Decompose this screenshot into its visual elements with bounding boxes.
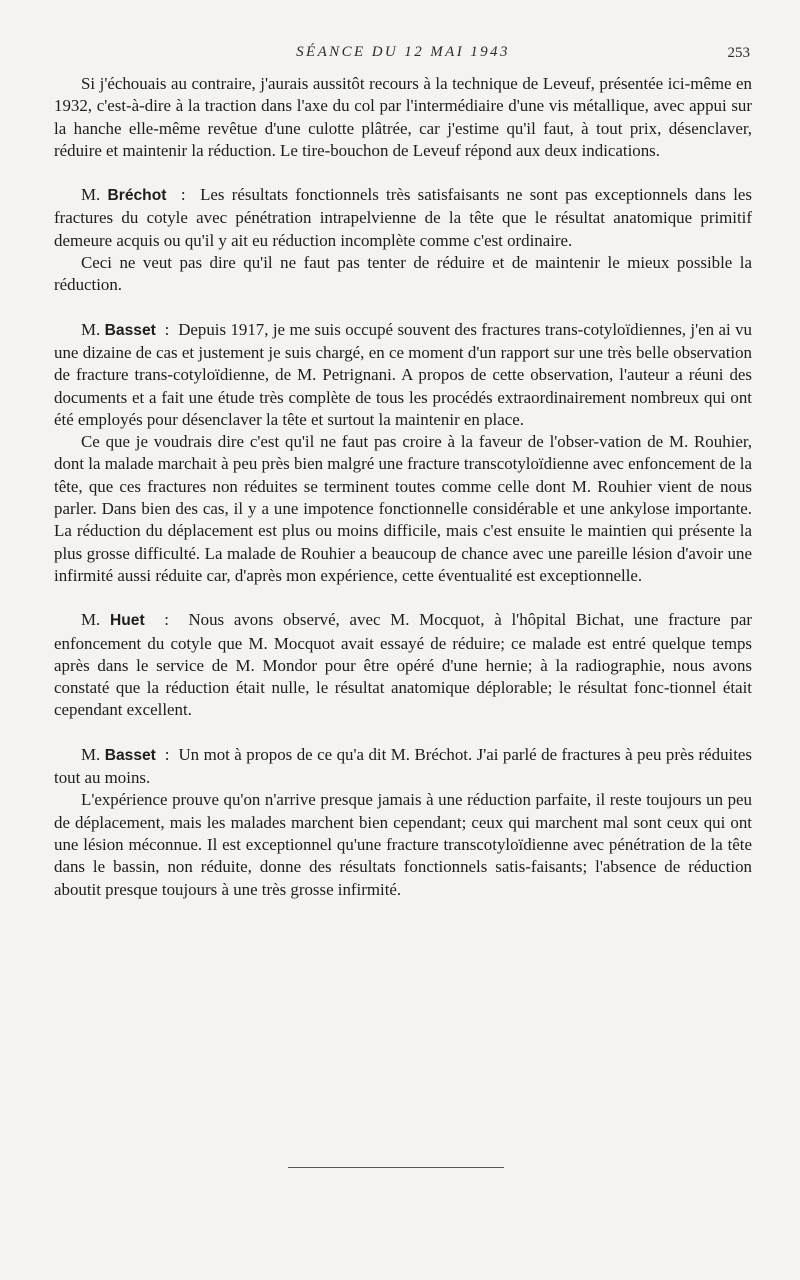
speaker-title: M. (81, 610, 101, 630)
speaker-name: Bréchot (107, 187, 167, 205)
speech-text: Un mot à propos de ce qu'a dit M. Bréchot. J'ai parlé de fractures à peu près réduites tout au moins. (54, 744, 752, 788)
document-page (54, 38, 752, 1238)
paragraph-text: Si j'échouais au contraire, j'aurais aussitôt recours à la technique de Leveuf, présentée ici-même en 1932, c'est-à-dire à la traction dans l'axe du col par l'intermédiaire d'une vis métallique, avec appui sur la hanche elle-même revêtue d'une culotte plâtrée, car j'estime qu'il faut, à tout prix, désenclaver, réduire et maintenir la réduction. Le tire-bouchon de Leveuf répond aux deux indications. (54, 74, 752, 160)
paragraph-text: L'expérience prouve qu'on n'arrive presque jamais à une réduction parfaite, il reste toujours un peu de déplacement, mais les malades marchent bien cependant; ceux qui marchent mal sont ceux qui ont une lésion méconnue. Il est exceptionnel qu'une fracture transcotyloïdienne avec pénétration de la tête dans le bassin, non réduite, donne des résultats fonctionnels satis-faisants; l'absence de réduction aboutit presque toujours à une très grosse infirmité. (54, 790, 752, 899)
page-number: 253 (727, 45, 750, 61)
paragraph-text: Ce que je voudrais dire c'est qu'il ne faut pas croire à la faveur de l'obser-vation de M. Rouhier, dont la malade marchait à peu près bien malgré une fracture transcotyloïdienne avec enfoncement de la tête, que ces fractures non réduites se terminent toutes comme celle dont M. Rouhier vient de nous parler. Dans bien des cas, il y a une impotence fonctionnelle considérable et une ankylose importante. La réduction du déplacement est plus ou moins difficile, mais c'est ensuite le maintien qui présente la plus grosse difficulté. La malade de Rouhier a beaucoup de chance avec une pareille lésion d'avoir une infirmité aussi réduite car, d'après mon expérience, cette éventualité est exceptionnelle. (54, 432, 752, 585)
speech-paragraph (54, 609, 752, 721)
speaker-title: M. (81, 185, 101, 205)
paragraph (54, 252, 752, 297)
end-rule (288, 1167, 504, 1168)
paragraph (54, 789, 752, 900)
speaker-name: Huet (110, 612, 145, 630)
speech-paragraph (54, 744, 752, 790)
paragraph (54, 431, 752, 587)
speaker-separator: : (160, 319, 174, 339)
paragraph-text: Ceci ne veut pas dire qu'il ne faut pas tenter de réduire et de maintenir le mieux possible la réduction. (54, 253, 752, 295)
speech-paragraph (54, 184, 752, 252)
page-header (54, 38, 752, 70)
speaker-title: M. (81, 319, 101, 339)
speech-paragraph (54, 319, 752, 431)
speaker-separator: : (154, 610, 179, 630)
body-text (54, 73, 752, 901)
speaker-title: M. (81, 744, 101, 764)
speaker-name: Basset (104, 321, 156, 339)
speech-text: Depuis 1917, je me suis occupé souvent des fractures trans-cotyloïdiennes, j'en ai vu une dizaine de cas et justement je suis chargé, en ce moment d'un rapport sur une très belle observation de fracture trans-cotyloïdienne, de M. Petrignani. A propos de cette observation, l'auteur a réuni des documents et a fait une étude très complète de tous les procédés extraordinairement nombreux qui ont été employés pour désenclaver la tête et surtout la maintenir en place. (54, 319, 752, 429)
speaker-separator: : (160, 744, 174, 764)
speech-text: Nous avons observé, avec M. Mocquot, à l'hôpital Bichat, une fracture par enfoncement du cotyle que M. Mocquot avait essayé de réduire; ce malade est entré quelque temps après dans le service de M. Mondor pour être opéré d'une hernie; à la radiographie, nous avons constaté que la réduction était nulle, le résultat anatomique déplorable; le résultat fonc-tionnel était cependant excellent. (54, 610, 752, 720)
running-title: SÉANCE DU 12 MAI 1943 (296, 44, 510, 60)
speaker-separator: : (173, 185, 193, 205)
paragraph (54, 73, 752, 162)
speech-text: Les résultats fonctionnels très satisfaisants ne sont pas exceptionnels dans les fractures du cotyle avec pénétration intrapelvienne de la tête que le résultat anatomique primitif demeure acquis ou qu'il y ait eu réduction incomplète comme c'est ordinaire. (54, 185, 752, 250)
speaker-name: Basset (104, 746, 156, 764)
